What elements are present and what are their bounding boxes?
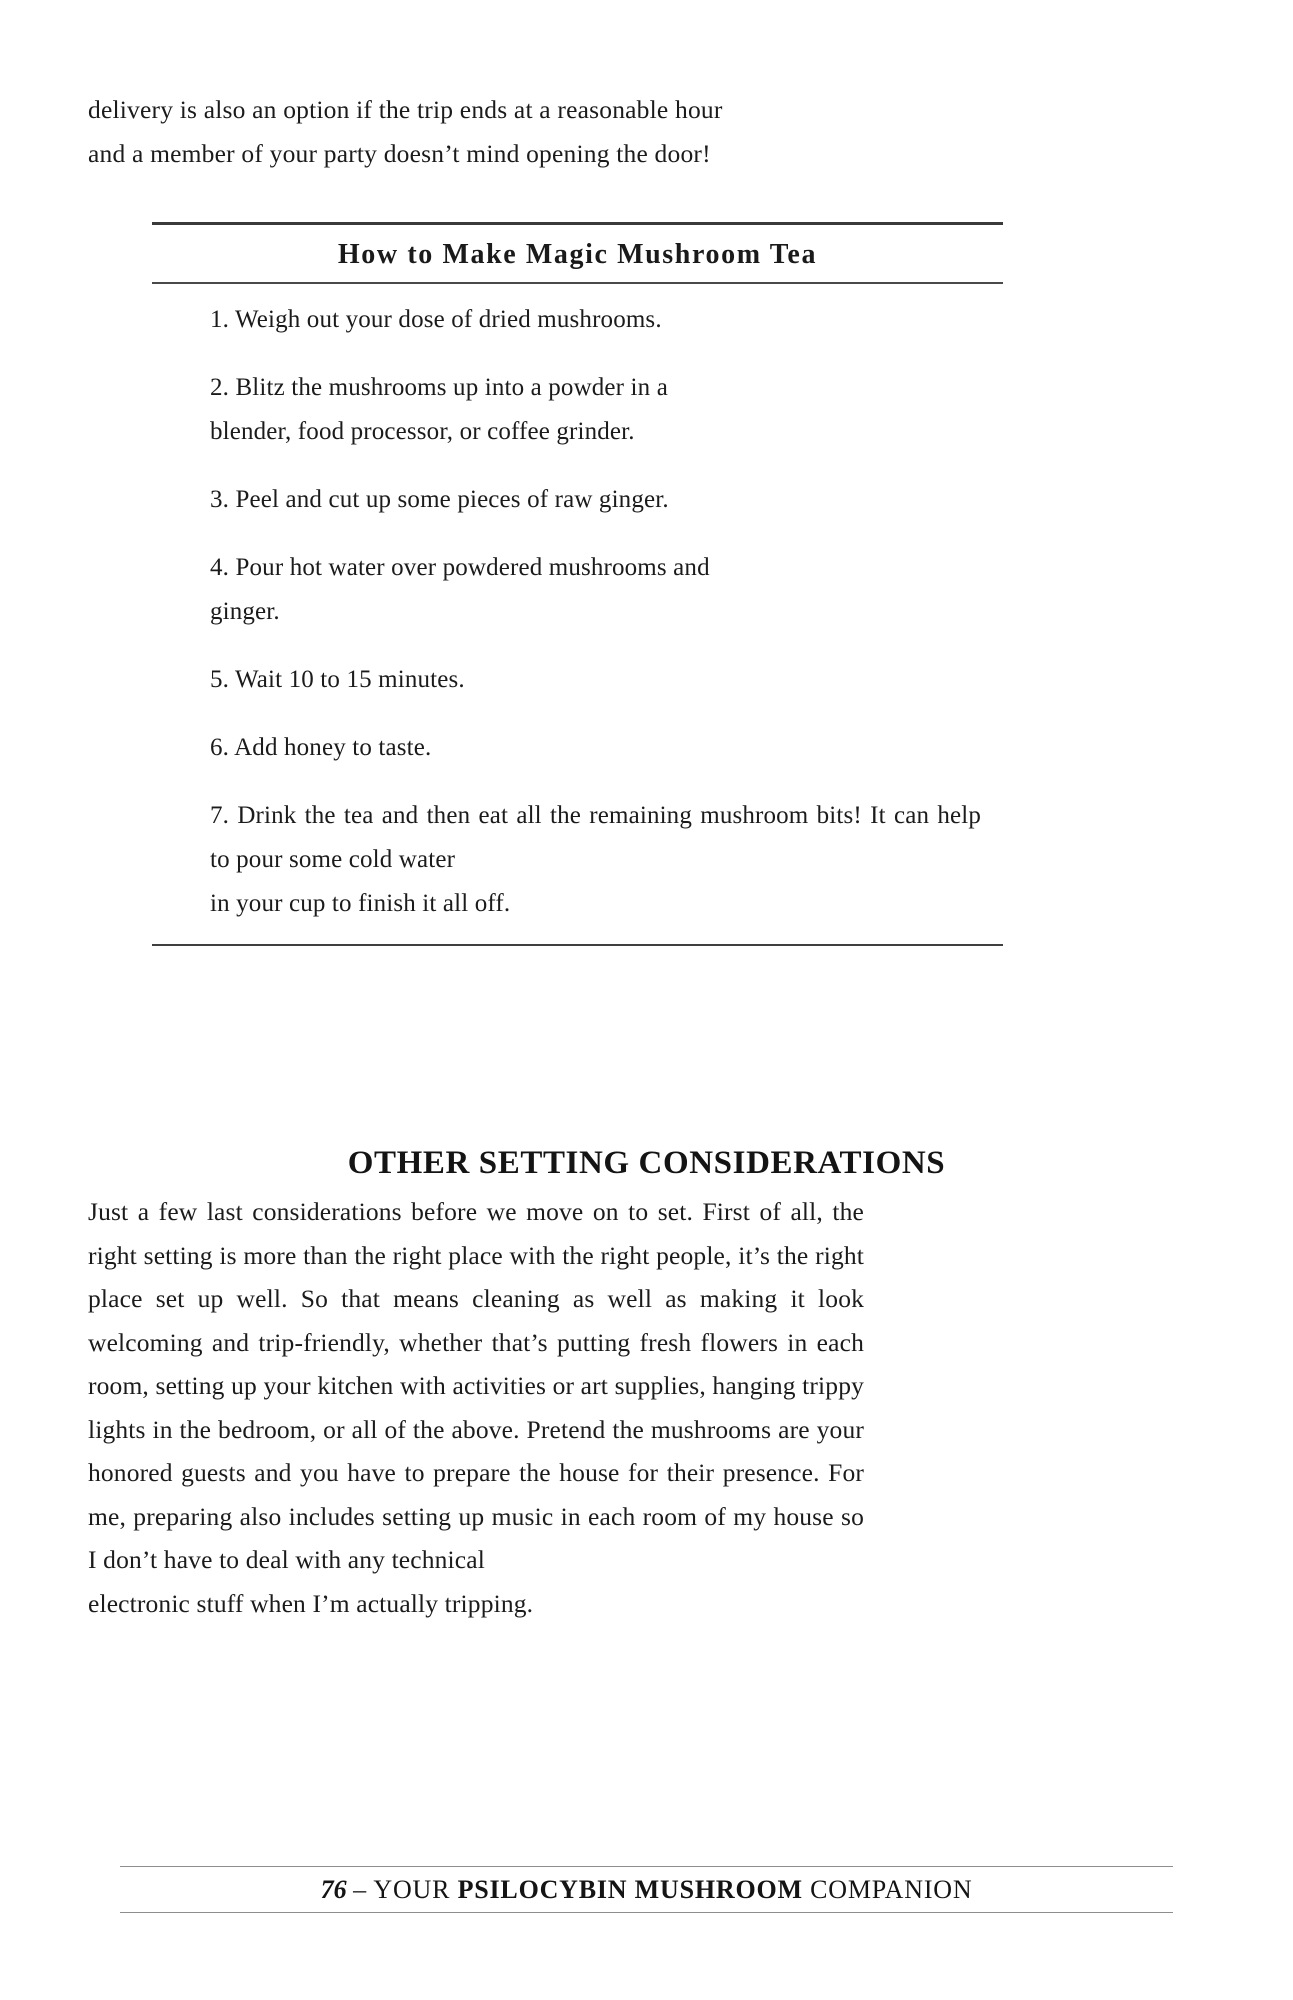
page-number: 76 [320,1875,347,1904]
box-bottom-rule [152,944,1003,946]
running-footer [120,1867,1173,1912]
section-paragraph [88,1190,864,1625]
continuation-paragraph [88,88,864,176]
step-text: Peel and cut up some pieces of raw ginger. [235,486,669,513]
recipe-step [152,478,1003,522]
recipe-step [152,658,1003,702]
section-paragraph-lastline: electronic stuff when I’m actually tripping. [88,1588,534,1618]
step-number: 7. [210,802,230,829]
step-text: Add honey to taste. [234,734,432,761]
recipe-step [152,546,1003,634]
step-text: Pour hot water over powdered mushrooms and [235,554,710,581]
recipe-box-title: How to Make Magic Mushroom Tea [337,239,818,270]
step-number: 5. [210,666,230,693]
step-number: 6. [210,734,230,761]
step-number: 4. [210,554,230,581]
step-text: Blitz the mushrooms up into a powder in a [235,374,668,401]
step-number: 3. [210,486,230,513]
step-text: Wait 10 to 15 minutes. [235,666,465,693]
step-text: Drink the tea and then eat all the remaining mushroom bits! It can help to pour some cold water [210,802,981,873]
step-text-continued: in your cup to finish it all off. [210,890,511,917]
footer-suffix: COMPANION [810,1875,973,1904]
continuation-line-1: delivery is also an option if the trip ends at a reasonable hour [88,95,723,124]
step-text: Weigh out your dose of dried mushrooms. [235,306,662,333]
section-heading: OTHER SETTING CONSIDERATIONS [347,1145,946,1182]
section-paragraph-body: Just a few last considerations before we move on to set. First of all, the right setting is more than the right place with the right people, it’s the right place set up well. So that means cleaning as well as making it look welcoming and trip-friendly, whether that’s putting fresh flowers in each room, setting up your kitchen with activities or art supplies, hanging trippy lights in the bedroom, or all of the above. Pretend the mushrooms are your honored guests and you have to prepare the house for their presence. For me, preparing also includes setting up music in each room of my house so I don’t have to deal with any technical [88,1197,864,1574]
page-footer [120,1866,1173,1913]
recipe-step [152,298,1003,342]
footer-prefix: YOUR [373,1875,451,1904]
recipe-step-list [152,284,1003,944]
recipe-step [152,366,1003,454]
footer-bottom-rule [120,1912,1173,1913]
footer-dash: – [353,1875,367,1904]
continuation-line-2: and a member of your party doesn’t mind opening the door! [88,139,711,168]
step-text-continued: ginger. [210,598,280,625]
recipe-step [152,794,1003,926]
recipe-box [152,222,1003,946]
step-number: 1. [210,306,230,333]
step-number: 2. [210,374,230,401]
footer-book-title: PSILOCYBIN MUSHROOM [457,1875,803,1904]
recipe-step [152,726,1003,770]
step-text-continued: blender, food processor, or coffee grinder. [210,418,635,445]
